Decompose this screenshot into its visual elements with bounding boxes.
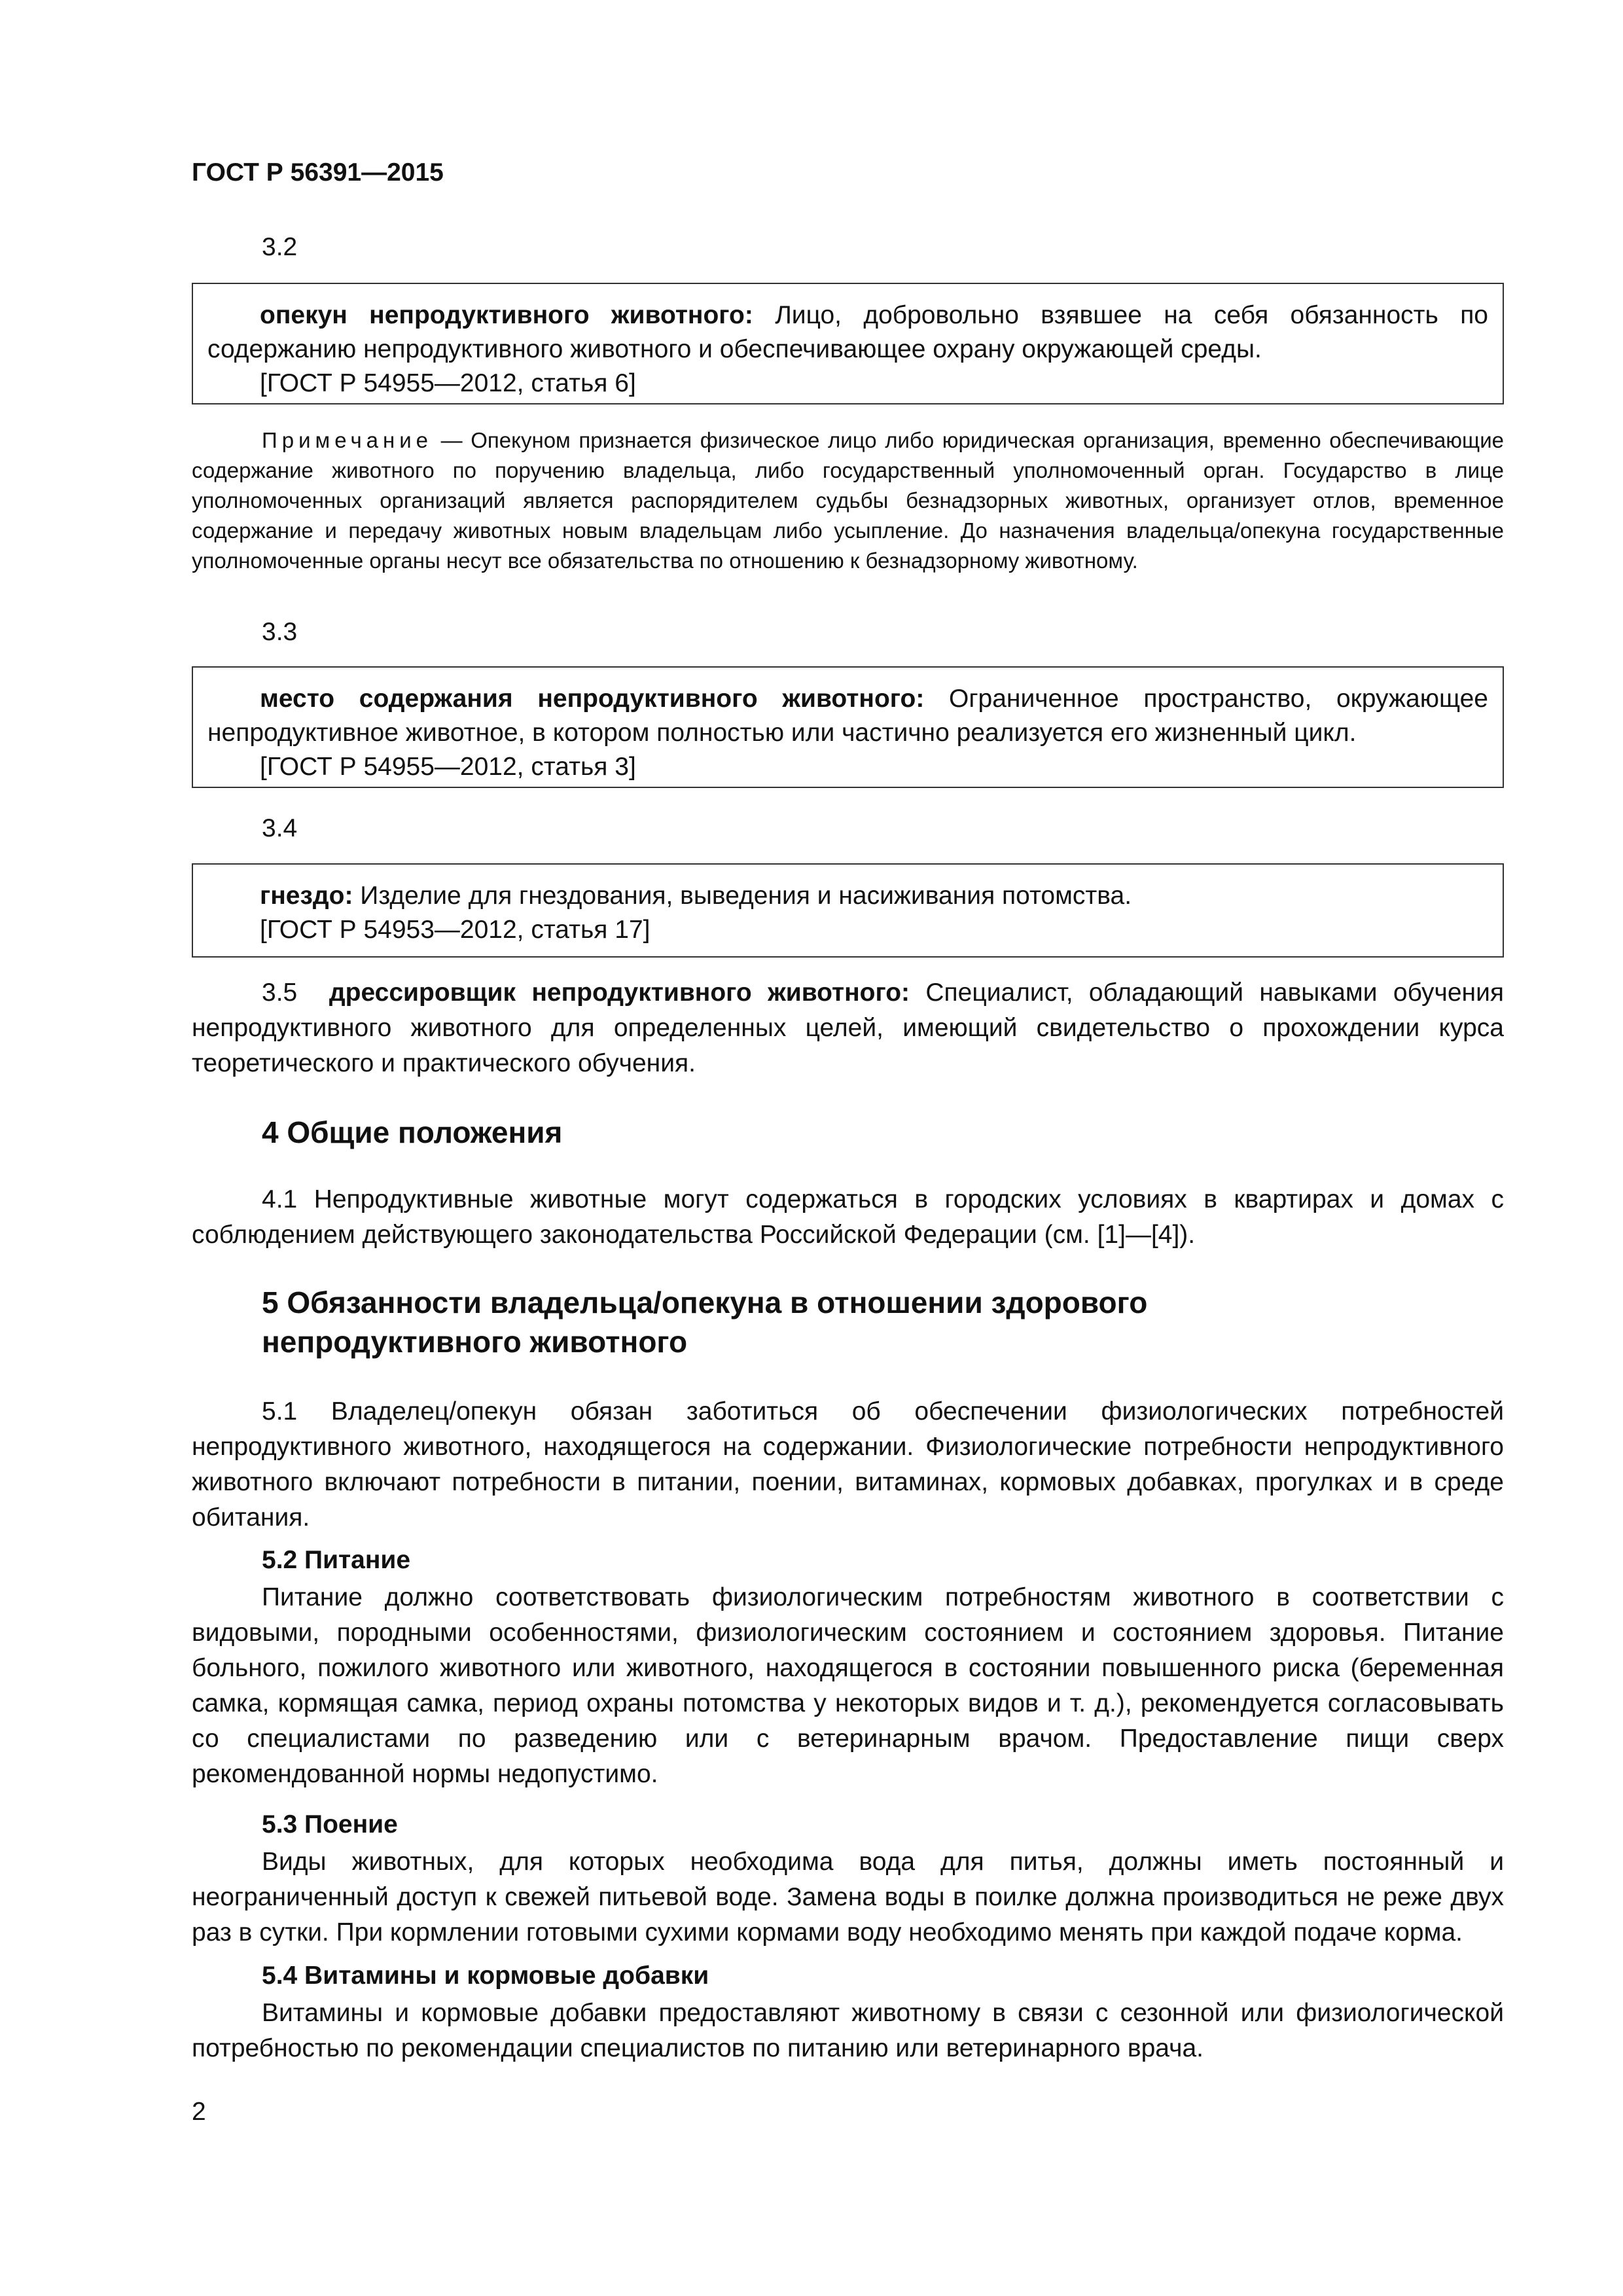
section-4-title: 4 Общие положения (262, 1115, 563, 1149)
paragraph-5-3: Виды животных, для которых необходима вода для питья, должны иметь постоянный и неограниченный доступ к свежей питьевой воде. Замена воды в поилке должна производиться не реже двух раз в сутки. При кормлении готовыми сухими кормами воду необходимо менять при каждой подаче корма. (192, 1848, 1504, 1946)
term-3-5-text (192, 975, 1504, 1081)
term-definition: Специалист, обладающий навыками обучения непродуктивного животного для определенных целей, имеющий свидетельство о прохождении курса теоретического и практического обучения. (192, 978, 1504, 1077)
term-3-5 (192, 975, 1504, 1081)
term-box (192, 863, 1504, 958)
section-4-body (192, 1182, 1504, 1253)
subsection-5-4-title: 5.4 Витамины и кормовые добавки (262, 1962, 709, 1990)
page-number: 2 (192, 2098, 206, 2126)
term-label: место содержания непродуктивного животного: (260, 685, 925, 713)
doc-header: ГОСТ Р 56391—2015 (192, 158, 444, 187)
term-label: опекун непродуктивного животного: (260, 301, 753, 329)
note-text: — Опекуном признается физическое лицо либо юридическая организация, временно обеспечивающие содержание животного по поручению владельца, либо государственный уполномоченный орган. Государство в лице уполномоченных организаций является распорядителем судьбы безнадзорных животных, организует отлов, временное содержание и передачу животных новым владельцам либо усыпление. До назначения владельца/опекуна государственные уполномоченные органы несут все обязательства по отношению к безнадзорному животному. (192, 428, 1504, 573)
subsection-5-4-body (192, 1996, 1504, 2066)
paragraph-5-2: Питание должно соответствовать физиологическим потребностям животного в соответствии с видовыми, породными особенностями, физиологическим состоянием и состоянием здоровья. Питание больного, пожилого животного или животного, находящегося в состоянии повышенного риска (беременная самка, кормящая самка, период охраны потомства у некоторых видов и т. д.), рекомендуется согласовывать со специалистами по разведению или с ветеринарным врачом. Предоставление пищи сверх рекомендованной нормы недопустимо. (192, 1583, 1504, 1788)
section-5-title-line2: непродуктивного животного (262, 1325, 688, 1359)
paragraph-5-4: Витамины и кормовые добавки предоставляют животному в связи с сезонной или физиологической потребностью по рекомендации специалистов по питанию или ветеринарного врача. (192, 1999, 1504, 2062)
section-5-title-line1: 5 Обязанности владельца/опекуна в отношении здорового (262, 1285, 1148, 1319)
document-page (192, 0, 1504, 2296)
term-reference: [ГОСТ Р 54953—2012, статья 17] (260, 916, 651, 944)
term-number: 3.5 (262, 978, 298, 1007)
term-box (192, 283, 1504, 404)
section-5-title (262, 1283, 1147, 1361)
term-text (207, 879, 1488, 913)
term-definition: Ограниченное пространство, окружающее непродуктивное животное, в котором полностью или частично реализуется его жизненный цикл. (207, 685, 1488, 747)
subsection-5-3-title: 5.3 Поение (262, 1810, 398, 1839)
subsection-5-2-title: 5.2 Питание (262, 1546, 411, 1574)
subsection-5-2-body (192, 1580, 1504, 1792)
term-definition: Изделие для гнездования, выведения и насиживания потомства. (353, 882, 1132, 910)
paragraph-4-1: 4.1 Непродуктивные животные могут содержаться в городских условиях в квартирах и домах с соблюдением действующего законодательства Российской Федерации (см. [1]—[4]). (192, 1185, 1504, 1249)
note (192, 425, 1504, 576)
term-text (207, 682, 1488, 750)
term-number: 3.4 (262, 814, 298, 842)
term-text (207, 298, 1488, 367)
subsection-5-3-body (192, 1844, 1504, 1950)
term-number: 3.2 (262, 233, 298, 261)
term-number: 3.3 (262, 618, 298, 646)
term-reference: [ГОСТ Р 54955—2012, статья 6] (260, 369, 636, 397)
section-5-body (192, 1394, 1504, 1535)
term-label: гнездо: (260, 882, 353, 910)
note-label: Примечание (262, 428, 433, 452)
term-definition: Лицо, добровольно взявшее на себя обязанность по содержанию непродуктивного животного и обеспечивающее охрану окружающей среды. (207, 301, 1488, 363)
term-label: дрессировщик непродуктивного животного: (329, 978, 910, 1007)
term-box (192, 666, 1504, 788)
paragraph-5-1: 5.1 Владелец/опекун обязан заботиться об обеспечении физиологических потребностей непродуктивного животного, находящегося на содержании. Физиологические потребности непродуктивного животного включают потребности в питании, поении, витаминах, кормовых добавках, прогулках и в среде обитания. (192, 1397, 1504, 1532)
term-reference: [ГОСТ Р 54955—2012, статья 3] (260, 753, 636, 781)
